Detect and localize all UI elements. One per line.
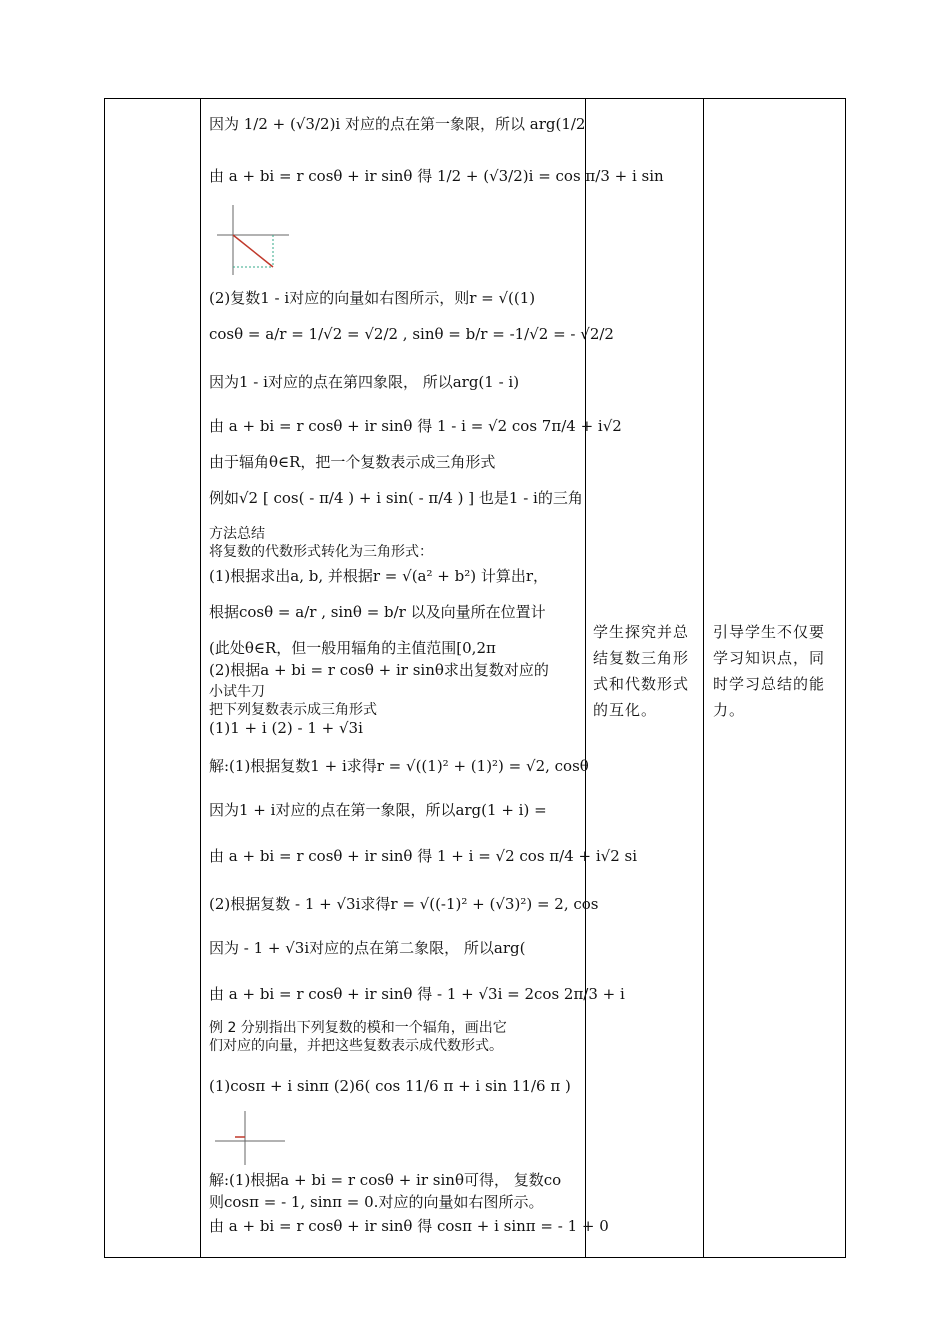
- line: 因为 1/2 + (√3/2)i 对应的点在第一象限，所以 arg(1/2: [209, 115, 586, 133]
- line: 将复数的代数形式转化为三角形式：: [209, 544, 433, 560]
- line: 由于辐角θ∈R，把一个复数表示成三角形式: [209, 453, 496, 471]
- line: 例 2 分别指出下列复数的模和一个辐角，画出它: [209, 1020, 507, 1036]
- col-divider-3: [703, 99, 704, 1257]
- line: 把下列复数表示成三角形式: [209, 702, 377, 718]
- line: 因为1 - i对应的点在第四象限， 所以arg(1 - i): [209, 373, 520, 391]
- line: 由 a + bi = r cosθ + ir sinθ 得 - 1 + √3i = 2cos 2π/3 + i: [209, 985, 625, 1003]
- line: 例如√2 [ cos( - π/4 ) + i sin( - π/4 ) ] 也是1 - i的三角: [209, 489, 583, 507]
- line: 由 a + bi = r cosθ + ir sinθ 得 cosπ + i sinπ = - 1 + 0: [209, 1217, 609, 1235]
- line: (2)根据a + bi = r cosθ + ir sinθ求出复数对应的: [209, 661, 549, 679]
- vector-diagram-2: [211, 1107, 291, 1167]
- line: (此处θ∈R，但一般用辐角的主值范围[0,2π: [209, 639, 496, 657]
- line: 根据cosθ = a/r , sinθ = b/r 以及向量所在位置计: [209, 603, 546, 621]
- line: 解:(1)根据a + bi = r cosθ + ir sinθ可得， 复数co: [209, 1171, 562, 1189]
- line: 解:(1)根据复数1 + i求得r = √((1)² + (1)²) = √2, cosθ: [209, 757, 589, 775]
- line: (2)根据复数 - 1 + √3i求得r = √((-1)² + (√3)²) = 2, cos: [209, 895, 599, 913]
- line: 因为1 + i对应的点在第一象限，所以arg(1 + i) =: [209, 801, 547, 819]
- lesson-table: [104, 98, 846, 1258]
- section-heading: 小试牛刀: [209, 684, 265, 700]
- line: 由 a + bi = r cosθ + ir sinθ 得 1/2 + (√3/2)i = cos π/3 + i sin: [209, 167, 664, 185]
- vector-diagram-1: [211, 201, 291, 277]
- line: 由 a + bi = r cosθ + ir sinθ 得 1 - i = √2 cos 7π/4 + i√2: [209, 417, 622, 435]
- line: (1)1 + i (2) - 1 + √3i: [209, 719, 363, 737]
- line: (1)cosπ + i sinπ (2)6( cos 11/6 π + i sin 11/6 π ): [209, 1077, 571, 1095]
- line: (2)复数1 - i对应的向量如右图所示，则r = √((1): [209, 289, 536, 307]
- line: (1)根据求出a, b, 并根据r = √(a² + b²) 计算出r，: [209, 567, 549, 585]
- col-divider-2: [585, 99, 586, 1257]
- line: cosθ = a/r = 1/√2 = √2/2 , sinθ = b/r = -1/√2 = - √2/2: [209, 325, 614, 343]
- design-intent-cell: 引导学生不仅要学习知识点，同时学习总结的能力。: [713, 623, 826, 719]
- line: 则cosπ = - 1, sinπ = 0.对应的向量如右图所示。: [209, 1193, 544, 1211]
- section-heading: 方法总结: [209, 526, 265, 542]
- student-activity-cell: 学生探究并总结复数三角形式和代数形式的互化。: [593, 623, 690, 719]
- line: 因为 - 1 + √3i对应的点在第二象限， 所以arg(: [209, 939, 526, 957]
- line: 由 a + bi = r cosθ + ir sinθ 得 1 + i = √2 cos π/4 + i√2 si: [209, 847, 638, 865]
- line: 们对应的向量，并把这些复数表示成代数形式。: [209, 1038, 503, 1054]
